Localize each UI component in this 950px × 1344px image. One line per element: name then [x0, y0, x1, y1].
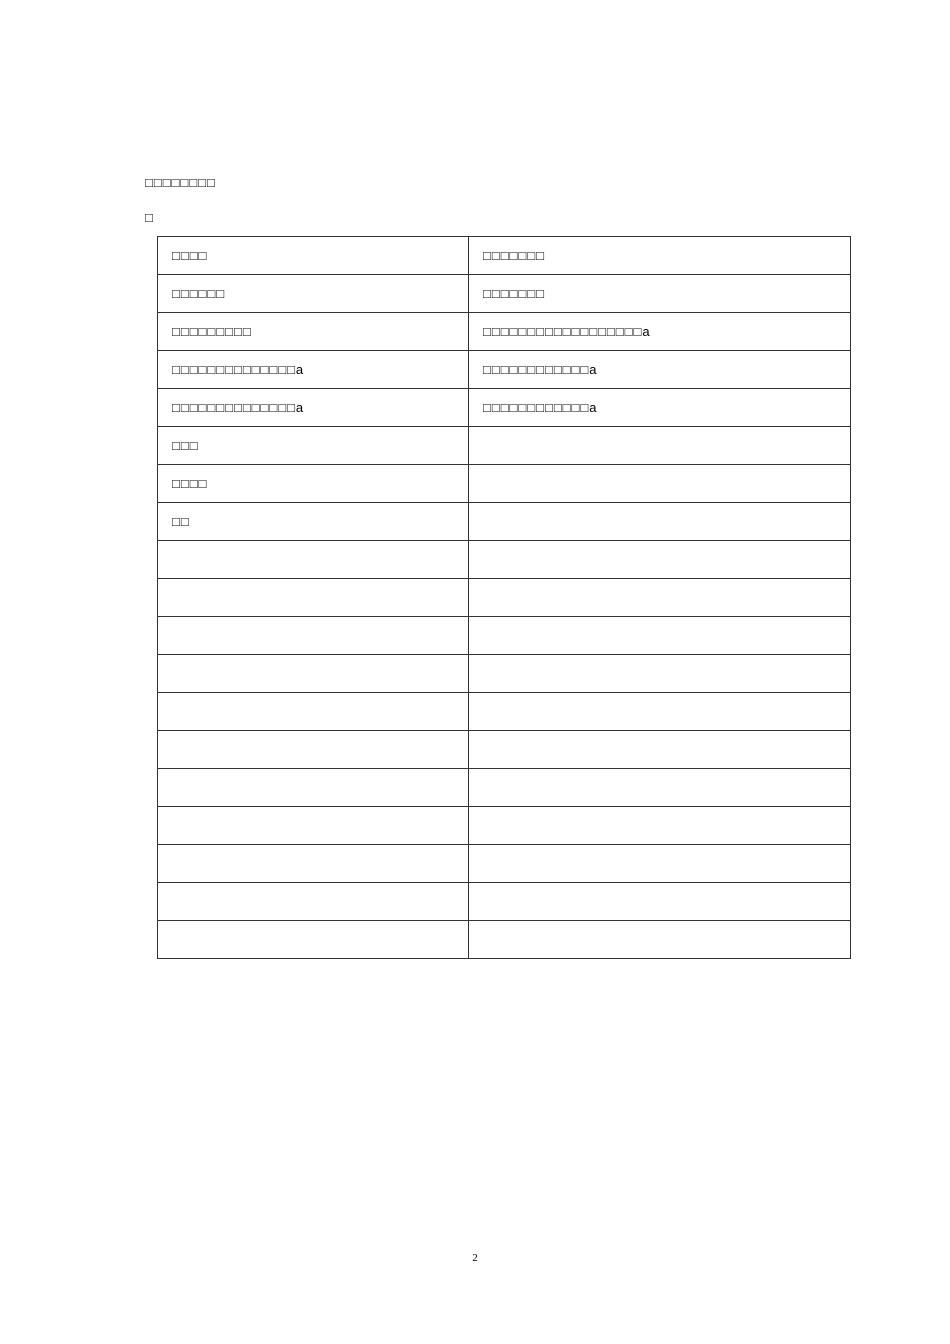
table-row	[158, 807, 851, 845]
table-row	[158, 617, 851, 655]
table-row	[158, 351, 851, 389]
table-cell-label	[158, 807, 469, 845]
table-cell-value	[469, 731, 851, 769]
table-row	[158, 921, 851, 959]
table-row	[158, 275, 851, 313]
table-cell-label	[158, 579, 469, 617]
table-cell-label	[158, 731, 469, 769]
table-cell-value	[469, 883, 851, 921]
table-cell-label	[158, 921, 469, 959]
table-cell-value	[469, 807, 851, 845]
table-cell-label	[158, 693, 469, 731]
table-row	[158, 237, 851, 275]
table-cell-label	[158, 655, 469, 693]
table-cell-value: □□□□□□□□□□□□□□□□□□a	[469, 313, 851, 351]
table-row	[158, 389, 851, 427]
table-cell-label: □□□□	[158, 465, 469, 503]
table-cell-value	[469, 845, 851, 883]
table-cell-value: □□□□□□□□□□□□a	[469, 351, 851, 389]
table-cell-label: □□□□□□□□□□□□□□a	[158, 389, 469, 427]
table-cell-value	[469, 427, 851, 465]
table-row	[158, 845, 851, 883]
table-row	[158, 313, 851, 351]
table-cell-value	[469, 921, 851, 959]
table-row	[158, 731, 851, 769]
table-cell-value	[469, 579, 851, 617]
table-row	[158, 883, 851, 921]
table-cell-label: □□□	[158, 427, 469, 465]
table-row	[158, 503, 851, 541]
table-cell-label: □□□□□□□□□□□□□□a	[158, 351, 469, 389]
table-cell-label	[158, 845, 469, 883]
table-cell-label	[158, 883, 469, 921]
table-cell-label: □□	[158, 503, 469, 541]
table-row	[158, 693, 851, 731]
table-cell-value	[469, 617, 851, 655]
table-cell-value	[469, 503, 851, 541]
table-cell-label: □□□□□□□□□	[158, 313, 469, 351]
table-row	[158, 541, 851, 579]
table-row	[158, 579, 851, 617]
table-cell-label	[158, 541, 469, 579]
table-cell-value	[469, 693, 851, 731]
table-cell-label	[158, 769, 469, 807]
table-cell-value	[469, 655, 851, 693]
form-table	[157, 236, 851, 959]
page-number: 2	[472, 1252, 478, 1264]
table-cell-value: □□□□□□□	[469, 237, 851, 275]
table-cell-label	[158, 617, 469, 655]
table-cell-value: □□□□□□□□□□□□a	[469, 389, 851, 427]
table-cell-value: □□□□□□□	[469, 275, 851, 313]
table-cell-value	[469, 769, 851, 807]
table-cell-value	[469, 541, 851, 579]
table-row	[158, 655, 851, 693]
table-cell-value	[469, 465, 851, 503]
document-subline: □	[145, 210, 153, 225]
table-row	[158, 465, 851, 503]
table-row	[158, 427, 851, 465]
table-row	[158, 769, 851, 807]
table-cell-label: □□□□	[158, 237, 469, 275]
table-cell-label: □□□□□□	[158, 275, 469, 313]
document-heading: □□□□□□□□	[145, 175, 216, 190]
